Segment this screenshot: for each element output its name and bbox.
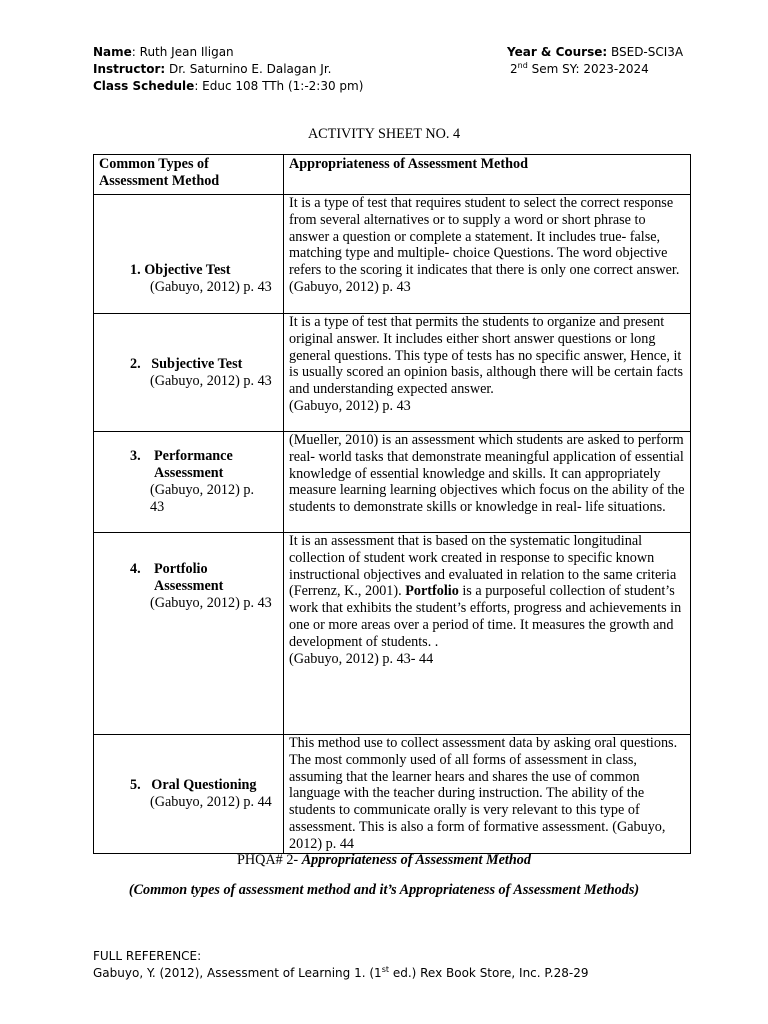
- method-cell: [94, 432, 284, 533]
- description: It is a type of test that permits the students to organize and present original answer. It includes either short answer questions or long general questions. This type of tests has no specific answer, Hence, it is usually scored an opinion basis, although there will be certain facts and understanding expected answer.: [289, 314, 683, 398]
- description-cite: (Gabuyo, 2012) p. 43: [289, 397, 411, 414]
- instructor: [93, 60, 331, 78]
- instructor-label: Instructor:: [93, 62, 166, 76]
- schedule-label: Class Schedule: [93, 79, 195, 93]
- assessment-table: [93, 154, 691, 854]
- item-number: 3.: [130, 448, 141, 465]
- method-cell: [94, 314, 284, 432]
- method-cite: (Gabuyo, 2012) p. 43: [150, 279, 272, 295]
- description: It is a type of test that requires student to select the correct response from several alternatives or to supply a word or short phrase to answer a question or complete a statement. It includes true- false, matching type and multiple- choice Questions. The word objective refers to the scoring it indicates that there is only one correct answer. (Gabuyo, 2012) p. 43: [289, 195, 680, 295]
- item-number: 2.: [130, 355, 141, 372]
- sem-rest: Sem SY: 2023-2024: [527, 62, 649, 76]
- method-cell: [94, 533, 284, 735]
- student-name: [93, 43, 234, 61]
- semester: [510, 60, 649, 78]
- caption-prefix: PHQA# 2-: [237, 852, 302, 868]
- year-course: [507, 43, 683, 61]
- caption-title: Appropriateness of Assessment Method: [301, 852, 531, 868]
- description-continued: (Ferrenz, K., 2001). Portfolio is a purposeful collection of student’s work that exhibits the student’s efforts, progress and achievements in one or more areas over a period of time. It measures the growth and development of students. .: [289, 583, 682, 650]
- table-row: [94, 314, 691, 432]
- description-cell: [284, 314, 691, 432]
- table-header-row: [94, 155, 691, 195]
- description-cell: [284, 533, 691, 735]
- description-cell: [284, 195, 691, 314]
- table-row: [94, 195, 691, 314]
- description: This method use to collect assessment data by asking oral questions. The most commonly used of all forms of assessment in class, assuming that the learner hears and shares the use of common language with the teacher during instruction. The ability of the students to communicate orally is very relevant to this type of assessment. This is also a form of formative assessment. (Gabuyo, 2012) p. 44: [289, 735, 678, 852]
- year-label: Year & Course:: [507, 45, 608, 59]
- method-cell: [94, 195, 284, 314]
- year-value: BSED-SCI3A: [607, 45, 684, 59]
- name-label: Name: [93, 45, 132, 59]
- schedule-value: : Educ 108 TTh (1:-2:30 pm): [194, 79, 364, 93]
- method-name: Subjective Test: [151, 355, 243, 372]
- method-cite: (Gabuyo, 2012) p. 43: [150, 482, 255, 515]
- table-row: [94, 432, 691, 533]
- instructor-value: Dr. Saturnino E. Dalagan Jr.: [165, 62, 332, 76]
- item-number: 5.: [130, 776, 141, 793]
- method-name: Objective Test: [144, 262, 231, 279]
- caption-subtitle: (Common types of assessment method and it’s Appropriateness of Assessment Methods): [128, 882, 640, 898]
- reference-text: Gabuyo, Y. (2012), Assessment of Learning 1. (1st ed.) Rex Book Store, Inc. P.28-29: [93, 965, 589, 980]
- description-cite: (Gabuyo, 2012) p. 43- 44: [289, 650, 434, 667]
- item-number: 1.: [130, 262, 141, 279]
- method-cite: (Gabuyo, 2012) p. 44: [150, 793, 272, 810]
- method-cite: (Gabuyo, 2012) p. 43: [150, 594, 272, 611]
- table-row: [94, 735, 691, 854]
- method-name: Portfolio Assessment: [154, 561, 224, 595]
- sem-num: 2: [510, 62, 518, 76]
- table-caption: [0, 852, 768, 869]
- method-name: Performance Assessment: [154, 448, 233, 482]
- item-number: 4.: [130, 561, 141, 578]
- page-title: ACTIVITY SHEET NO. 4: [307, 126, 461, 142]
- col2-header: Appropriateness of Assessment Method: [284, 155, 691, 195]
- sem-sup: nd: [517, 61, 528, 70]
- method-cite: (Gabuyo, 2012) p. 43: [150, 372, 272, 389]
- class-schedule: [93, 77, 363, 95]
- method-cell: [94, 735, 284, 854]
- col1-header: Common Types of Assessment Method: [94, 155, 284, 195]
- table-row: [94, 533, 691, 735]
- description-cell: [284, 735, 691, 854]
- reference-label: FULL REFERENCE:: [93, 949, 202, 963]
- description: (Mueller, 2010) is an assessment which students are asked to perform real- world tasks that demonstrate meaningful application of essential knowledge of essential knowledge and skills. It can appropriately measure learning learning objectives which focus on the ability of the students to demonstrate skills or knowledge in real- life situations.: [289, 432, 685, 516]
- method-name: Oral Questioning: [151, 776, 257, 793]
- description-cell: [284, 432, 691, 533]
- description: It is an assessment that is based on the systematic longitudinal collection of student work created in response to specific known instructional objectives and evaluated in relation to the same criteria: [289, 533, 677, 583]
- name-value: : Ruth Jean Iligan: [131, 45, 234, 59]
